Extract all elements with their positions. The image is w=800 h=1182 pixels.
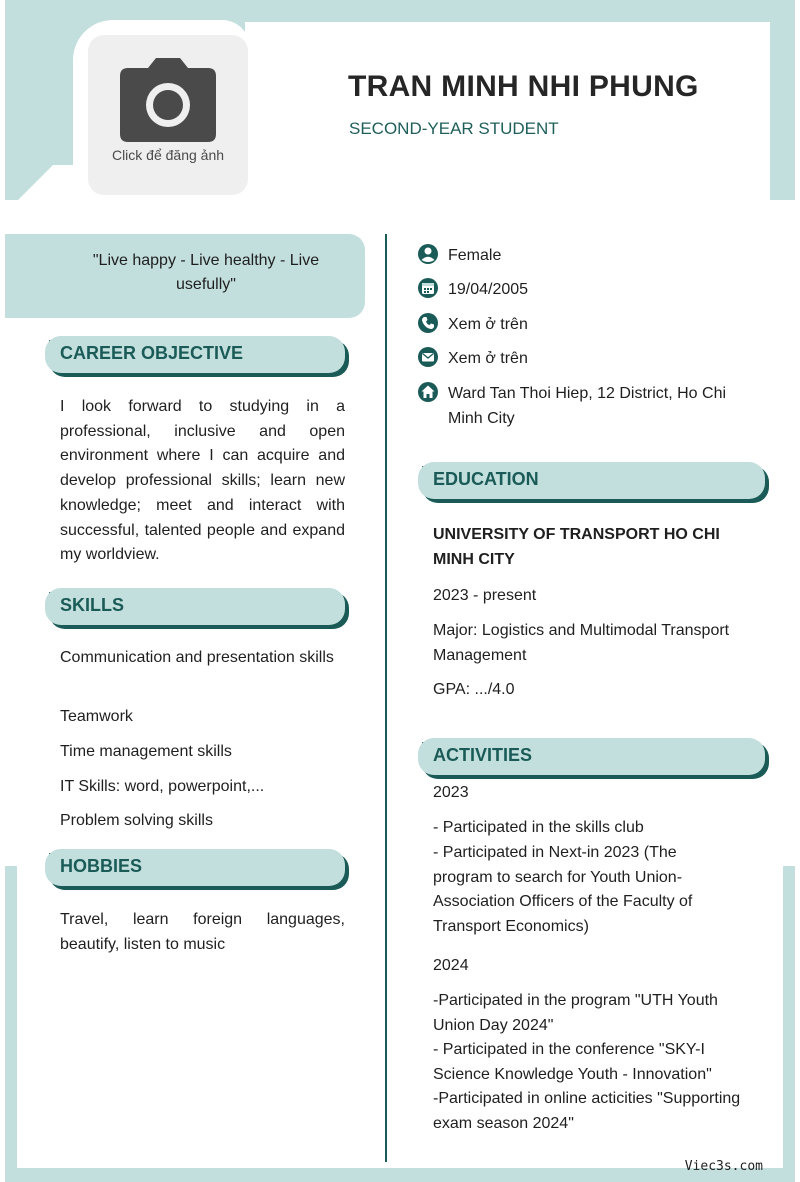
- section-skills: [45, 588, 345, 625]
- contact-birthday: 19/04/2005: [448, 281, 529, 298]
- contact-address: Ward Tan Thoi Hiep, 12 District, Ho Chi Minh City: [448, 385, 727, 427]
- home-icon: [417, 381, 439, 403]
- skill-item: Problem solving skills: [60, 812, 213, 829]
- section-title: ACTIVITIES: [433, 745, 533, 765]
- contact-phone: Xem ở trên: [448, 316, 528, 333]
- activity-year: 2023: [433, 784, 469, 801]
- hobbies-text: Travel, learn foreign languages, beautify, listen to music: [60, 911, 345, 953]
- section-education: [418, 462, 765, 499]
- activity-line: -Participated in the program "UTH Youth Union Day 2024": [433, 992, 718, 1034]
- section-career-objective: [45, 336, 345, 373]
- column-divider: [385, 234, 387, 1162]
- camera-icon: [120, 58, 216, 142]
- section-title: HOBBIES: [60, 856, 143, 876]
- calendar-icon: [417, 277, 439, 299]
- photo-upload[interactable]: [88, 35, 248, 195]
- skill-item: IT Skills: word, powerpoint,...: [60, 778, 265, 795]
- quote-box: [5, 234, 365, 318]
- section-hobbies: [45, 849, 345, 886]
- education-school: UNIVERSITY OF TRANSPORT HO CHI MINH CITY: [433, 526, 720, 568]
- candidate-name: TRAN MINH NHI PHUNG: [348, 70, 699, 103]
- section-title: SKILLS: [60, 595, 125, 615]
- phone-icon: [417, 312, 439, 334]
- activity-line: -Participated in online acticities "Supporting exam season 2024": [433, 1090, 741, 1132]
- career-objective-text: I look forward to studying in a professional, inclusive and open environment where I can acquire and develop professional skills; learn new knowledge; meet and interact with successful, talented people and expand my worldview.: [60, 398, 345, 564]
- photo-caption: Click để đăng ảnh: [111, 147, 225, 163]
- skill-item: Communication and presentation skills: [60, 649, 334, 666]
- section-activities: [418, 738, 765, 775]
- user-icon: [417, 243, 439, 265]
- contact-gender: Female: [448, 247, 502, 264]
- section-title: EDUCATION: [433, 469, 539, 489]
- header-panel: [245, 22, 770, 200]
- skill-item: Time management skills: [60, 743, 232, 760]
- activity-line: - Participated in Next-in 2023 (The program to search for Youth Union-Association Officers of the Faculty of Transport Economics): [433, 844, 693, 936]
- section-title: CAREER OBJECTIVE: [60, 343, 244, 363]
- activity-line: - Participated in the skills club: [433, 819, 644, 836]
- quote-text: "Live happy - Live healthy - Live usefully": [92, 252, 320, 293]
- email-icon: [417, 346, 439, 368]
- skill-item: Teamwork: [60, 708, 133, 725]
- watermark: Viec3s.com: [684, 1159, 763, 1174]
- contact-email: Xem ở trên: [448, 350, 528, 367]
- education-period: 2023 - present: [433, 587, 537, 604]
- education-major: Major: Logistics and Multimodal Transport Management: [433, 622, 730, 664]
- candidate-position: SECOND-YEAR STUDENT: [349, 119, 559, 138]
- education-gpa: GPA: .../4.0: [433, 681, 515, 698]
- activity-line: - Participated in the conference "SKY-I Science Knowledge Youth - Innovation": [433, 1041, 712, 1083]
- activity-year: 2024: [433, 957, 469, 974]
